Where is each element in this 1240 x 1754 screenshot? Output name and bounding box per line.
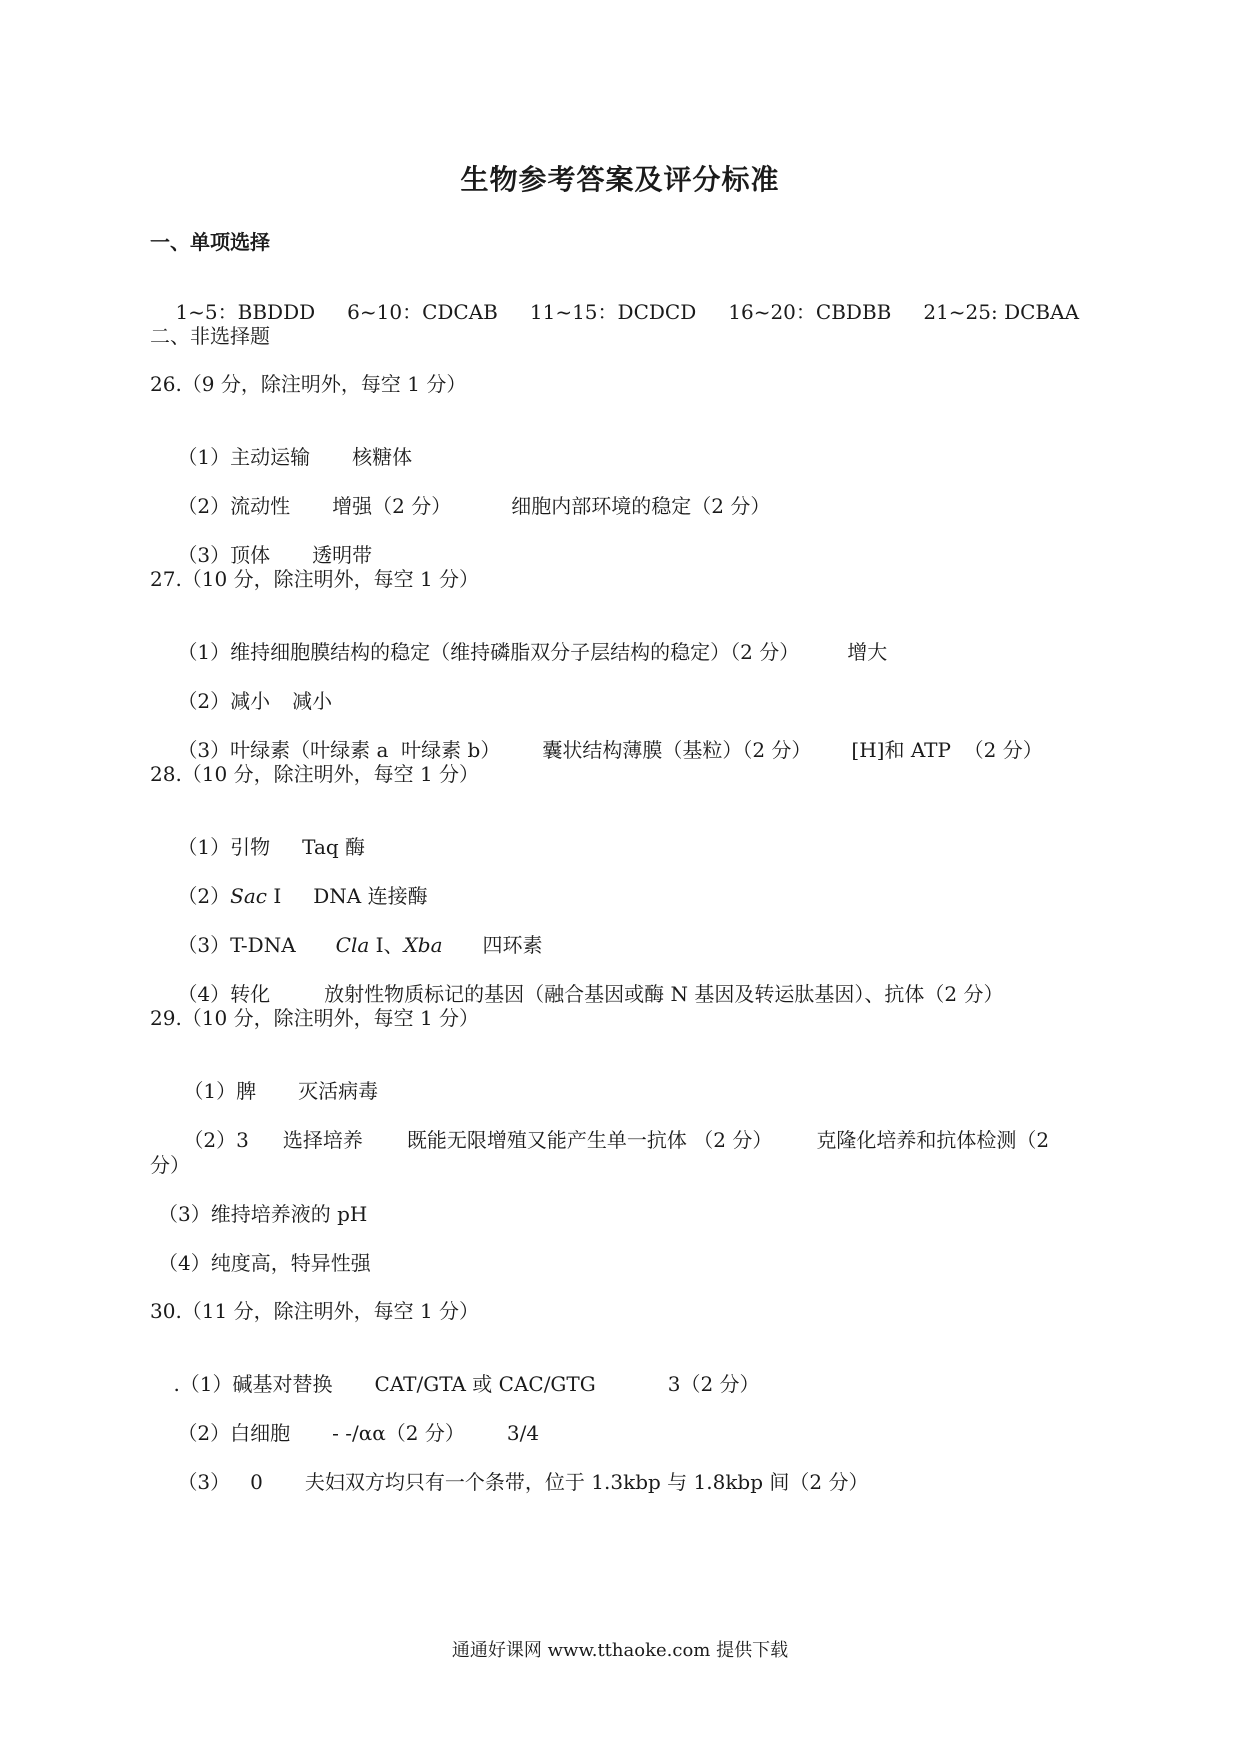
q28-l2-enzyme-italic: Sac	[230, 884, 267, 908]
q28-l3-tetracycline: 四环素	[482, 933, 543, 957]
q28-l3-xba-italic: Xba	[403, 933, 443, 957]
q27-l2-a: （2）减小	[177, 689, 271, 713]
section1-heading: 一、单项选择	[150, 230, 270, 254]
q30-l2-b: - -/αα（2 分）	[332, 1421, 465, 1445]
q28-header: 28.（10 分，除注明外，每空 1 分）	[150, 762, 480, 786]
q30-l3-b: 0	[250, 1470, 263, 1494]
q26-l1-a: （1）主动运输	[177, 445, 311, 469]
q29-line2	[158, 1100, 1049, 1177]
q26-l3-a: （3）顶体	[177, 543, 271, 567]
answer-group-1: 1~5：BBDDD	[175, 300, 316, 324]
section2-heading: 二、非选择题	[150, 324, 270, 348]
answer-group-5: 21~25: DCBAA	[923, 300, 1080, 324]
q26-l2-a: （2）流动性	[177, 494, 291, 518]
q29-l2-a: （2）3	[183, 1128, 249, 1152]
q27-l1-a: （1）维持细胞膜结构的稳定（维持磷脂双分子层结构的稳定）（2 分）	[177, 640, 800, 664]
q30-l1-c: 3（2 分）	[667, 1372, 760, 1396]
q28-l1-a: （1）引物	[177, 835, 271, 859]
q29-l2-c: 既能无限增殖又能产生单一抗体 （2 分）	[406, 1128, 773, 1152]
q26-l3-b: 透明带	[312, 543, 373, 567]
q26-header: 26.（9 分，除注明外，每空 1 分）	[150, 372, 467, 396]
q30-l3-c: 夫妇双方均只有一个条带，位于 1.3kbp 与 1.8kbp 间（2 分）	[304, 1470, 869, 1494]
q29-l2-b: 选择培养	[282, 1128, 363, 1152]
q27-l2-b: 减小	[292, 689, 333, 713]
q29-line3: （3）维持培养液的 pH	[158, 1202, 368, 1226]
page-title: 生物参考答案及评分标准	[460, 163, 780, 196]
q27-l3-c: [H]和 ATP （2 分）	[851, 738, 1043, 762]
q28-l1-b: Taq 酶	[302, 835, 366, 859]
q30-line3	[152, 1442, 868, 1519]
answer-group-3: 11~15：DCDCD	[529, 300, 697, 324]
q26-l2-b: 增强（2 分）	[332, 494, 452, 518]
q28-l3-cla-italic: Cla	[335, 933, 370, 957]
q28-l2-ligase: DNA 连接酶	[313, 884, 428, 908]
q30-l1-b: CAT/GTA 或 CAC/GTG	[374, 1372, 596, 1396]
q27-l3-b: 囊状结构薄膜（基粒）（2 分）	[542, 738, 812, 762]
choice-answers-row	[150, 272, 1079, 349]
q28-l2-enzyme-suffix: I	[267, 884, 282, 908]
q29-l2-d: 克隆化培养和抗体检测（2	[816, 1128, 1050, 1152]
q29-line4: （4）纯度高，特异性强	[158, 1251, 371, 1275]
q28-l2-a: （2）	[177, 884, 231, 908]
q28-l3-cla-suffix: I、	[369, 933, 404, 957]
q30-l2-c: 3/4	[506, 1421, 540, 1445]
q29-l1-a: （1）脾	[183, 1079, 257, 1103]
q28-l4-b: 放射性物质标记的基因（融合基因或酶 N 基因及转运肽基因）、抗体（2 分）	[324, 982, 1004, 1006]
q29-line2-continued: 分）	[150, 1153, 190, 1177]
answer-group-2: 6~10：CDCAB	[347, 300, 498, 324]
q27-l3-a: （3）叶绿素（叶绿素 a 叶绿素 b）	[177, 738, 501, 762]
q27-header: 27.（10 分，除注明外，每空 1 分）	[150, 567, 480, 591]
footer-source: 通通好课网 www.tthaoke.com 提供下载	[451, 1640, 789, 1661]
q30-l1-a: .（1）碱基对替换	[173, 1372, 333, 1396]
q28-l3-a: （3）T-DNA	[177, 933, 296, 957]
q26-l1-b: 核糖体	[352, 445, 413, 469]
q27-l1-b: 增大	[847, 640, 888, 664]
q29-header: 29.（10 分，除注明外，每空 1 分）	[150, 1006, 480, 1030]
q29-l1-b: 灭活病毒	[298, 1079, 379, 1103]
q30-l2-a: （2）白细胞	[177, 1421, 291, 1445]
q26-l2-c: 细胞内部环境的稳定（2 分）	[511, 494, 771, 518]
q30-header: 30.（11 分，除注明外，每空 1 分）	[150, 1299, 480, 1323]
answer-group-4: 16~20：CBDBB	[728, 300, 892, 324]
q30-l3-a: （3）	[177, 1470, 231, 1494]
q28-l4-a: （4）转化	[177, 982, 271, 1006]
